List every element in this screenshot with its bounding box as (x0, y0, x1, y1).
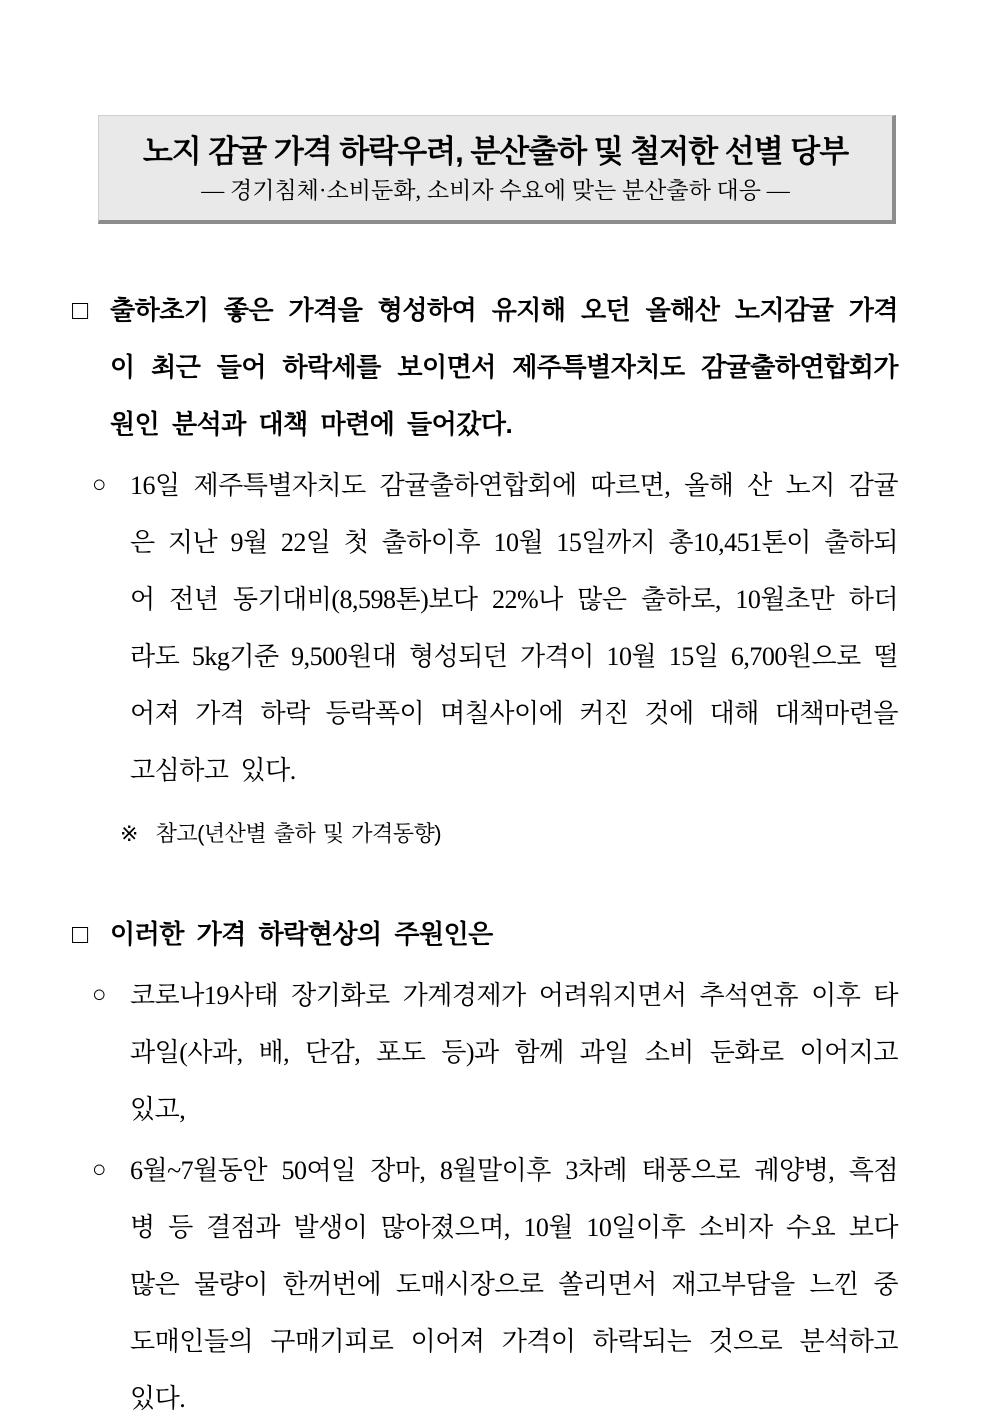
title-box (98, 115, 896, 224)
circle-bullet: ○ (92, 472, 106, 498)
circle-bullet: ○ (92, 1157, 106, 1183)
document-title: 노지 감귤 가격 하락우려, 분산출하 및 철저한 선별 당부 (142, 134, 849, 169)
paragraph-text: 코로나19사태 장기화로 가계경제가 어려워지면서 추석연휴 이후 타 과일(사과, 배, 단감, 포도 등)과 함께 과일 소비 둔화로 이어지고 있고, (130, 981, 898, 1124)
paragraph (72, 906, 898, 963)
document-subtitle: ― 경기침체·소비둔화, 소비자 수요에 맞는 분산출하 대응 ― (201, 178, 790, 203)
document-body (72, 282, 898, 1427)
paragraph-text: 참고(년산별 출하 및 가격동향) (155, 821, 442, 846)
paragraph (72, 457, 898, 799)
paragraph-text: 16일 제주특별자치도 감귤출하연합회에 따르면, 올해 산 노지 감귤은 지난 9월 22일 첫 출하이후 10월 15일까지 총10,451톤이 출하되어 전년 동기대비(8,598톤)보다 22%나 많은 출하로, 10월초만 하더라도 5kg기준 9,500원대 형성되던 가격이 10월 15일 6,700원으로 떨어져 가격 하락 등락폭이 며칠사이에 커진 것에 대해 대책마련을 고심하고 있다. (130, 471, 898, 785)
paragraph (72, 282, 898, 453)
square-bullet: □ (72, 919, 88, 949)
circle-bullet: ○ (92, 982, 106, 1008)
paragraph (120, 805, 898, 862)
square-bullet: □ (72, 295, 88, 325)
paragraph-text: 6월~7월동안 50여일 장마, 8월말이후 3차례 태풍으로 궤양병, 흑점병 등 결점과 발생이 많아졌으며, 10월 10일이후 소비자 수요 보다 많은 물량이 한꺼번에 도매시장으로 쏠리면서 재고부담을 느낀 중도매인들의 구매기피로 이어져 가격이 하락되는 것으로 분석하고 있다. (130, 1156, 898, 1413)
reference-mark: ※ (120, 821, 138, 846)
paragraph (72, 1142, 898, 1427)
paragraph (72, 967, 898, 1138)
paragraph-text: 이러한 가격 하락현상의 주원인은 (110, 919, 493, 949)
paragraph-text: 출하초기 좋은 가격을 형성하여 유지해 오던 올해산 노지감귤 가격이 최근 들어 하락세를 보이면서 제주특별자치도 감귤출하연합회가 원인 분석과 대책 마련에 들어갔다. (110, 295, 898, 439)
